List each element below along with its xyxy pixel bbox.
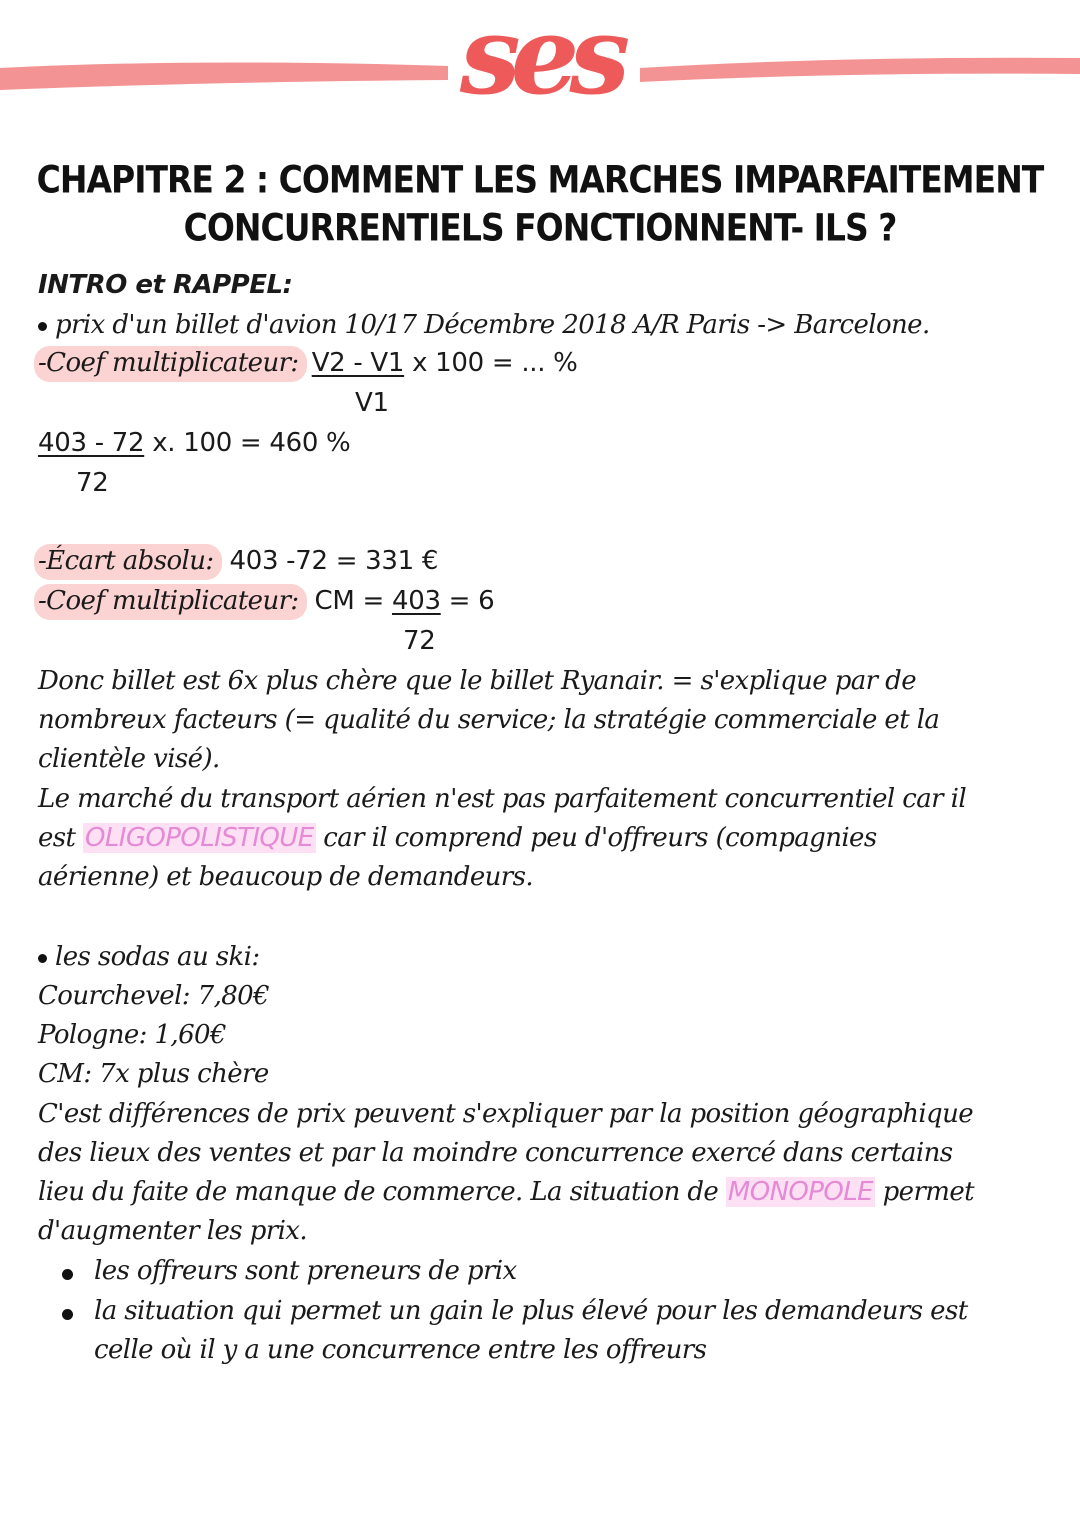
calc-denominator: 72 bbox=[76, 468, 109, 498]
sodas-para-line4: d'augmenter les prix. bbox=[38, 1216, 308, 1246]
coef-formula-row bbox=[38, 348, 578, 378]
cm-numerator: 403 bbox=[391, 586, 441, 616]
intro-bullet-text: prix d'un billet d'avion 10/17 Décembre 2018 A/R Paris -> Barcelone. bbox=[55, 310, 930, 340]
price-pologne: Pologne: 1,60€ bbox=[38, 1020, 226, 1050]
sodas-bullet-text: les sodas au ski: bbox=[55, 942, 260, 972]
para1-line3: clientèle visé). bbox=[38, 744, 220, 774]
para2-line1: Le marché du transport aérien n'est pas parfaitement concurrentiel car il bbox=[38, 784, 967, 814]
para2-line3: aérienne) et beaucoup de demandeurs. bbox=[38, 862, 533, 892]
para1-line2: nombreux facteurs (= qualité du service; la stratégie commerciale et la bbox=[38, 705, 940, 735]
bullet-dot bbox=[62, 1269, 73, 1280]
calc-row bbox=[38, 428, 350, 458]
sodas-para-pre: lieu du faite de manque de commerce. La situation de bbox=[38, 1177, 726, 1207]
bullet-dot bbox=[38, 322, 47, 331]
formula-rest: x 100 = ... % bbox=[404, 348, 578, 378]
formula-denominator: V1 bbox=[355, 388, 389, 418]
bullet-dot bbox=[38, 954, 47, 963]
para2-post: car il comprend peu d'offreurs (compagnies bbox=[315, 823, 877, 853]
keyword-oligopolistique: OLIGOPOLISTIQUE bbox=[85, 823, 314, 853]
ecart-label: -Écart absolu: bbox=[34, 544, 222, 580]
intro-bullet-flight bbox=[38, 310, 930, 340]
para1-line1: Donc billet est 6x plus chère que le billet Ryanair. = s'explique par de bbox=[38, 666, 916, 696]
sodas-para-line3 bbox=[38, 1177, 974, 1207]
ecart-row bbox=[38, 546, 438, 576]
bullet-dot bbox=[62, 1309, 73, 1320]
coef-label: -Coef multiplicateur: bbox=[34, 346, 307, 382]
calc-rest: x. 100 = 460 % bbox=[144, 428, 351, 458]
chapter-title-line2: CONCURRENTIELS FONCTIONNENT- ILS ? bbox=[183, 205, 897, 250]
formula-numerator: V2 - V1 bbox=[311, 348, 405, 378]
calc-numerator: 403 - 72 bbox=[38, 428, 145, 458]
ecart-value: 403 -72 = 331 € bbox=[221, 546, 439, 576]
price-courchevel: Courchevel: 7,80€ bbox=[38, 981, 270, 1011]
cm-row bbox=[38, 586, 494, 616]
point-gain-line2: celle où il y a une concurrence entre les offreurs bbox=[94, 1335, 707, 1365]
ses-logo: ses bbox=[459, 0, 621, 119]
sodas-para-line2: des lieux des ventes et par la moindre concurrence exercé dans certains bbox=[38, 1138, 953, 1168]
para2-line2 bbox=[38, 823, 877, 853]
cm-post: = 6 bbox=[440, 586, 495, 616]
sodas-bullet bbox=[38, 942, 260, 972]
sodas-para-line1: C'est différences de prix peuvent s'expliquer par la position géographique bbox=[38, 1099, 974, 1129]
keyword-monopole: MONOPOLE bbox=[727, 1177, 873, 1207]
point-offreurs: les offreurs sont preneurs de prix bbox=[94, 1256, 517, 1286]
chapter-title-line1: CHAPITRE 2 : COMMENT LES MARCHES IMPARFAITEMENT bbox=[36, 157, 1044, 202]
sodas-para-post: permet bbox=[874, 1177, 974, 1207]
coef2-label: -Coef multiplicateur: bbox=[34, 584, 307, 620]
sodas-cm: CM: 7x plus chère bbox=[38, 1059, 269, 1089]
intro-heading: INTRO et RAPPEL: bbox=[38, 270, 293, 300]
point-gain-line1: la situation qui permet un gain le plus élevé pour les demandeurs est bbox=[94, 1296, 968, 1326]
cm-pre: CM = bbox=[306, 586, 392, 616]
para2-pre: est bbox=[38, 823, 84, 853]
cm-denominator: 72 bbox=[403, 626, 436, 656]
